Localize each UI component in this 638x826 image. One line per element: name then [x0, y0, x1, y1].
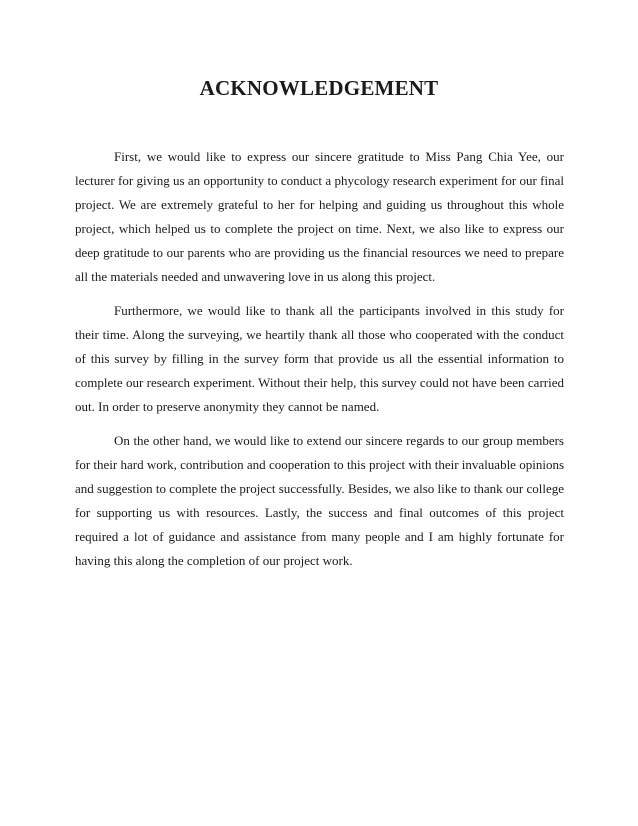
paragraph-2: Furthermore, we would like to thank all the participants involved in this study for their time. Along the surveying, we heartily thank all those who cooperated with the conduct of this survey by filling in the survey form that provide us all the essential information to complete our research experiment. Without their help, this survey could not have been carried out. In order to preserve anonymity they cannot be named. — [75, 303, 564, 414]
paragraph-1: First, we would like to express our sincere gratitude to Miss Pang Chia Yee, our lecturer for giving us an opportunity to conduct a phycology research experiment for our final project. We are extremely grateful to her for helping and guiding us throughout this whole project, which helped us to complete the project on time. Next, we also like to express our deep gratitude to our parents who are providing us the financial resources we need to prepare all the materials needed and unwavering love in us along this project. — [75, 149, 564, 284]
paragraph-3: On the other hand, we would like to extend our sincere regards to our group members for their hard work, contribution and cooperation to this project with their invaluable opinions and suggestion to complete the project successfully. Besides, we also like to thank our college for supporting us with resources. Lastly, the success and final outcomes of this project required a lot of guidance and assistance from many people and I am highly fortunate for having this along the completion of our project work. — [75, 433, 564, 568]
page-title: ACKNOWLEDGEMENT — [199, 76, 439, 100]
document-body — [75, 145, 564, 583]
